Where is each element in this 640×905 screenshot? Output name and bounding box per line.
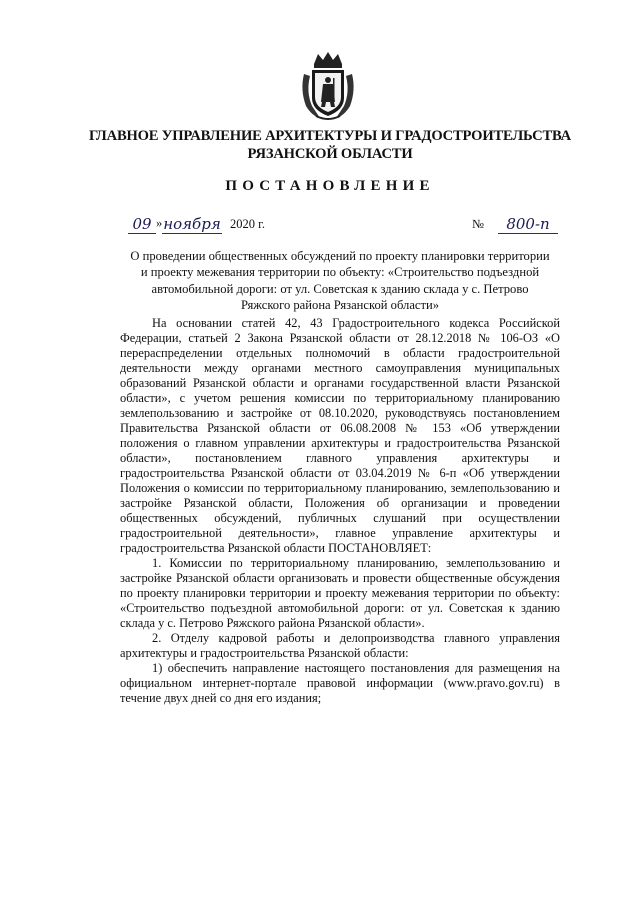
title-line: и проекту межевания территории по объекту: «Строительство подъездной — [140, 265, 540, 280]
date-quote-mark: » — [156, 216, 163, 230]
paragraph-item-2-1: 1) обеспечить направление настоящего постановления для размещения на официальном интернет-портале правовой информации (www.pravo.gov.ru) в течение двух дней со дня его издания; — [120, 661, 560, 705]
paragraph-preamble: На основании статей 42, 43 Градостроительного кодекса Российской Федерации, статьей 2 Закона Рязанской области от 28.12.2018 № 106-ОЗ «О перераспределении отдельных полномочий в области градостроительной деятельности между органами местного самоуправления муниципальных образований Рязанской области и органами государственной власти Рязанской области», с учетом решения комиссии по территориальному планированию землепользованию и застройке от 08.10.2020, руководствуясь постановлением Правительства Рязанской области от 06.08.2008 № 153 «Об утверждении положения о главном управлении архитектуры и градостроительства Рязанской области», постановлением главного управления архитектуры и градостроительства Рязанской области от 03.04.2019 № 6-п «Об утверждении Положения о комиссии по территориальному планированию, землепользованию и застройке Рязанской области, Положения об организации и проведении общественных обсуждений, публичных слушаний при осуществлении градостроительной деятельности», главное управление архитектуры и градостроительства Рязанской области ПОСТАНОВЛЯЕТ: — [120, 316, 560, 555]
organization-name-line2: РЯЗАНСКОЙ ОБЛАСТИ — [247, 146, 413, 162]
document-type-heading: ПОСТАНОВЛЕНИЕ — [225, 178, 435, 194]
ryazan-coat-of-arms-icon — [300, 50, 356, 122]
date-day: 09 — [128, 215, 156, 234]
paragraph-item-1: 1. Комиссии по территориальному планированию, землепользованию и застройке Рязанской области организовать и провести общественные обсуждения по проекту планировки территории и проекту межевания территории по объекту: «Строительство подъездной автомобильной дороги: от ул. Советская к зданию склада у с. Петрово Ряжского района Рязанской области». — [120, 556, 560, 630]
date-year: 2020 г. — [230, 217, 265, 231]
document-number: 800-п — [498, 215, 558, 234]
document-body — [120, 316, 560, 706]
organization-name-line1: ГЛАВНОЕ УПРАВЛЕНИЕ АРХИТЕКТУРЫ И ГРАДОСТРОИТЕЛЬСТВА — [89, 128, 571, 144]
title-line: автомобильной дороги: от ул. Советская к зданию склада у с. Петрово — [151, 281, 529, 296]
paragraph-item-2: 2. Отделу кадровой работы и делопроизводства главного управления архитектуры и градостроительства Рязанской области: — [120, 631, 560, 660]
document-title — [120, 248, 560, 314]
title-line: Ряжского района Рязанской области» — [240, 298, 440, 313]
date-number-row — [0, 215, 640, 243]
title-line: О проведении общественных обсуждений по проекту планировки территории — [130, 249, 550, 263]
date-month: ноября — [163, 215, 221, 233]
document-number-label: № — [472, 217, 484, 231]
